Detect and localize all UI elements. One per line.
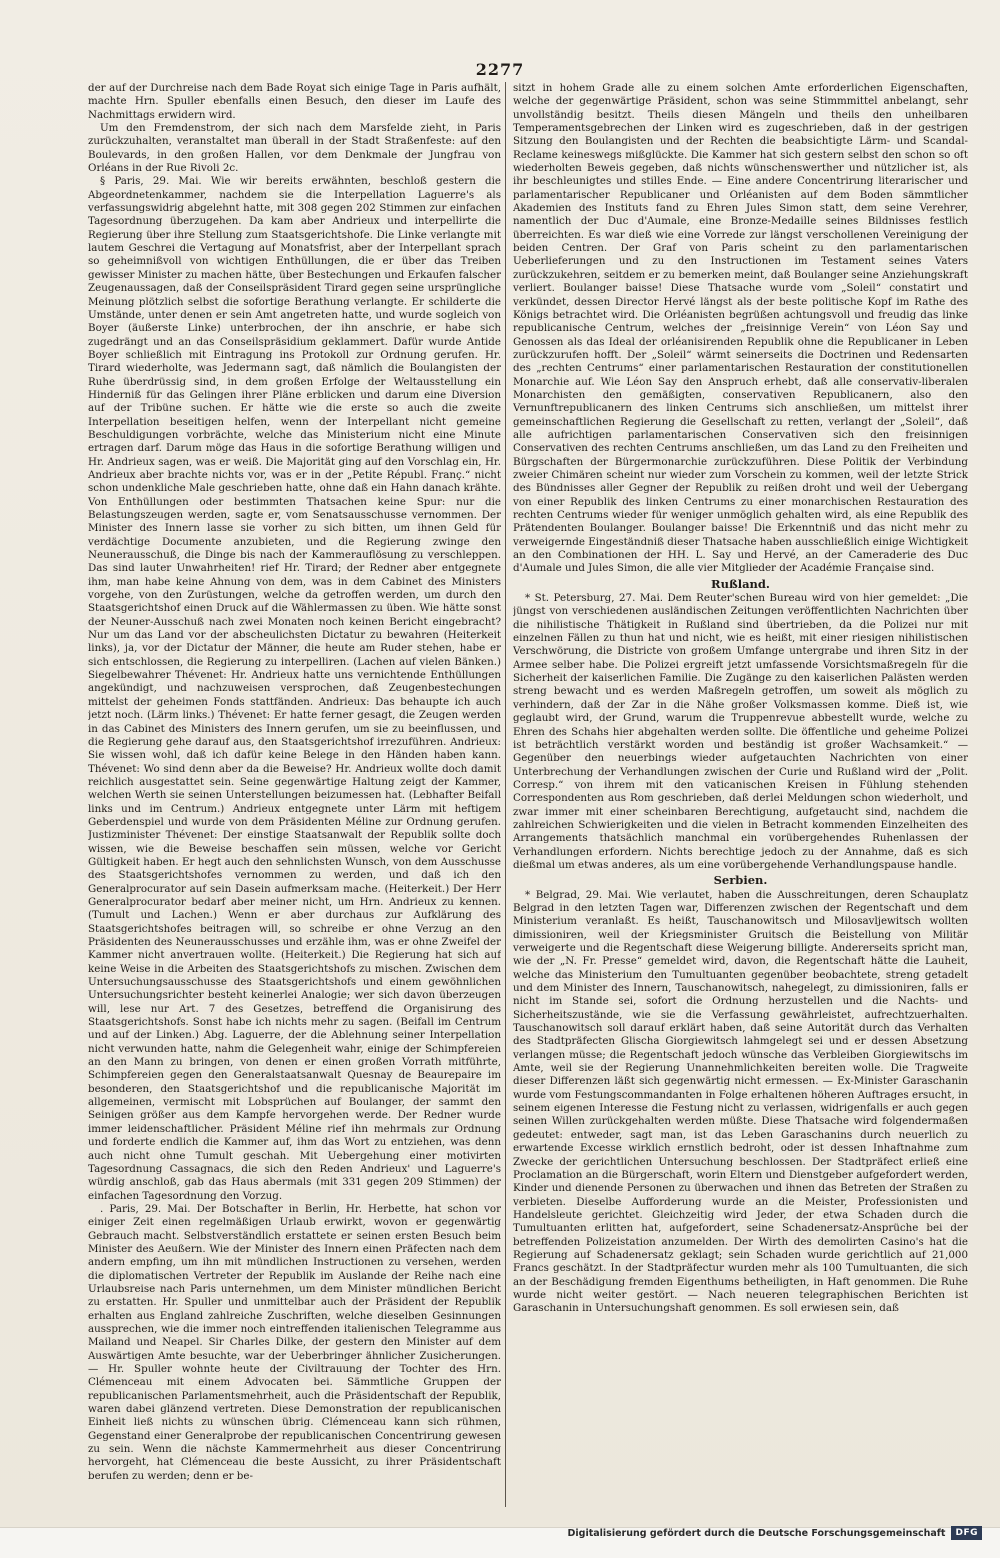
paragraph: * St. Petersburg, 27. Mai. Dem Reuter'schen Bureau wird von hier gemeldet: „Die jüngst von verschiedenen ausländischen Zeitungen veröffentlichten Nachrichten über die nihilistische Thätigkeit in Rußland sind übertrieben, da die Polizei nur mit einzelnen Fällen zu thun hat und nicht, wie es heißt, mit einer riesigen nihilistischen Verschwörung, die Districte von großem Umfange untergrabe und ihren Sitz in der Armee selber habe. Die Polizei ergreift jetzt umfassende Vorsichtsmaßregeln für die Sicherheit der kaiserlichen Familie. Die Zugänge zu den kaiserlichen Palästen werden streng bewacht und es werden Maßregeln getroffen, um soweit als möglich zu verhindern, daß der Zar in die Nähe großer Volksmassen komme. Dieß ist, wie geglaubt wird, der Grund, warum die Truppenrevue abbestellt wurde, welche zu Ehren des Schahs hier abgehalten werden sollte. Die öffentliche und geheime Polizei ist beträchtlich verstärkt worden und beständig ist großer Wachsamkeit.“ — Gegenüber den neuerbings wieder aufgetauchten Nachrichten von einer Unterbrechung der Verhandlungen zwischen der Curie und Rußland wird der „Polit. Corresp.“ von ihrem mit den vaticanischen Kreisen in Fühlung stehenden Correspondenten aus Rom geschrieben, daß derlei Meldungen schon wiederholt, und zwar immer mit einer scheinbaren Berechtigung, aufgetaucht sind, nachdem die zahlreichen Schwierigkeiten und die vielen in Betracht kommenden Einzelheiten des Arrangements thatsächlich manchmal ein vorübergehendes Ruhenlassen der Verhandlungen erfordern. Nichts berechtige jedoch zu der Annahme, daß es sich dießmal um etwas anderes, als um eine vorübergehende Verhandlungspause handle. xyxy=(513,592,968,871)
paragraph: § Paris, 29. Mai. Wie wir bereits erwähnten, beschloß gestern die Abgeordnetenkammer, nachdem sie die Interpellation Laguerre's als verfassungswidrig abgelehnt hatte, mit 308 gegen 202 Stimmen zur einfachen Tagesordnung überzugehen. Da kam aber Andrieux und interpellirte die Regierung über ihre Stellung zum Staatsgerichtshofe. Die Linke verlangte mit lautem Geschrei die Vertagung auf Monatsfrist, aber der Interpellant sprach so geheimnißvoll von wichtigen Enthüllungen, die er über das Treiben gewisser Minister zu machen hätte, über Bestechungen und Erkaufen falscher Zeugenaussagen, daß der Conseilspräsident Tirard gegen seine ursprüngliche Meinung plötzlich selbst die sofortige Berathung verlangte. Er schilderte die Umstände, unter denen er sein Amt angetreten hatte, und wurde sogleich von Boyer (äußerste Linke) unterbrochen, der ihn anschrie, er habe sich zugedrängt und an das Conseilspräsidium geklammert. Dafür wurde Antide Boyer schließlich mit Eintragung ins Protokoll zur Ordnung gerufen. Hr. Tirard wiederholte, was Jedermann sagt, daß nämlich die Boulangisten der Ruhe überdrüssig sind, in dem großen Erfolge der Weltausstellung ein Hinderniß für das Gelingen ihrer Pläne erblicken und darum eine Diversion auf der Tribüne suchen. Er hätte wie die erste so auch die zweite Interpellation beseitigen helfen, wenn der Interpellant nicht gemeine Beschuldigungen vorbrächte, welche das Ministerium nicht eine Minute ertragen darf. Darum möge das Haus in die sofortige Berathung willigen und Hr. Andrieux sagen, was er weiß. Die Majorität ging auf den Vorschlag ein, Hr. Andrieux aber brachte nichts vor, was er in der „Petite Républ. Franç.“ nicht schon undenkliche Male geschrieben hatte, ohne daß ein Hahn danach krähte. Von Enthüllungen oder bestimmten Thatsachen keine Spur: nur die Belastungszeugen werden, sagte er, vom Senatsausschusse vernommen. Der Minister des Innern lasse sie vorher zu sich bitten, um ihnen Geld für verdächtige Documente anzubieten, und die Regierung zwinge den Neunerausschuß, die Dinge bis nach der Kammerauflösung zu verschleppen. Das sind lauter Unwahrheiten! rief Hr. Tirard; der Redner aber entgegnete ihm, man habe keine Ahnung von dem, was in dem Cabinet des Ministers vorgehe, von den Zurüstungen, welche da getroffen werden, um durch den Staatsgerichtshof einen Druck auf die Wählermassen zu üben. Wie hätte sonst der Neuner-Ausschuß nach zwei Monaten noch keinen Bericht eingebracht? Nur um das Land vor der abscheulichsten Dictatur zu bewahren (Heiterkeit links), ja, vor der Dictatur der Männer, die heute am Ruder stehen, habe er sich entschlossen, die Regierung zu interpelliren. (Lachen auf vielen Bänken.) Siegelbewahrer Thévenet: Hr. Andrieux hatte uns vernichtende Enthüllungen angekündigt, und nachzuweisen versprochen, daß Zeugenbestechungen mittelst der geheimen Fonds stattfänden. Andrieux: Das behaupte ich auch jetzt noch. (Lärm links.) Thévenet: Er hatte ferner gesagt, die Zeugen werden in das Cabinet des Ministers des Innern gerufen, um sie zu beeinflussen, und die Regierung gehe darauf aus, den Staatsgerichtshof irrezuführen. Andrieux: Sie wissen wohl, daß ich dafür keine Belege in den Händen haben kann. Thévenet: Wo sind denn aber da die Beweise? Hr. Andrieux wollte doch damit reichlich ausgestattet sein. Seine gegenwärtige Haltung zeigt der Kammer, welchen Werth sie seinen Unterstellungen beizumessen hat. (Lebhafter Beifall links und im Centrum.) Andrieux entgegnete unter Lärm mit heftigem Geberdenspiel und wurde von dem Präsidenten Méline zur Ordnung gerufen. Justizminister Thévenet: Der einstige Staatsanwalt der Republik sollte doch wissen, wie die Beweise beschaffen sein müssen, welche vor Gericht Gültigkeit haben. Er hegt auch den sehnlichsten Wunsch, von dem Ausschusse des Staatsgerichtshofes vernommen zu werden, und daß ich den Generalprocurator auf sein Dasein aufmerksam mache. (Heiterkeit.) Der Herr Generalprocurator bedarf aber meiner nicht, um Hrn. Andrieux zu kennen. (Tumult und Lachen.) Wenn er aber durchaus zur Aufklärung des Staatsgerichtshofes beitragen will, so schreibe er ohne Verzug an den Präsidenten des Neunerausschusses und erzähle ihm, was er ohne Zweifel der Kammer nicht anvertrauen wollte. (Heiterkeit.) Die Regierung hat sich auf keine Weise in die Arbeiten des Staatsgerichtshofs zu mischen. Zwischen dem Untersuchungsausschusse des Staatsgerichtshofs und einem gewöhnlichen Untersuchungsrichter besteht keinerlei Analogie; wer sich davon überzeugen will, lese nur Art. 7 des Gesetzes, betreffend die Organisirung des Staatsgerichtshofs. Sonst habe ich nichts mehr zu sagen. (Beifall im Centrum und auf der Linken.) Abg. Laguerre, der die Ablehnung seiner Interpellation nicht verwunden hatte, nahm die Gelegenheit wahr, einige der Schimpfereien an den Mann zu bringen, von denen er einen großen Vorrath mitführte, Schimpfereien gegen den Generalstaatsanwalt Quesnay de Beaurepaire im besonderen, den Staatsgerichtshof und die republicanische Majorität im allgemeinen, vermischt mit Lobsprüchen auf Boulanger, der sammt den Seinigen größer aus dem Kampfe hervorgehen werde. Der Redner wurde immer leidenschaftlicher. Präsident Méline rief ihn mehrmals zur Ordnung und forderte endlich die Kammer auf, ihm das Wort zu entziehen, was denn auch nicht ohne Tumult geschah. Mit Uebergehung einer motivirten Tagesordnung Cassagnacs, die sich den Reden Andrieux' und Laguerre's würdig anschloß, gab das Haus abermals (mit 331 gegen 209 Stimmen) der einfachen Tagesordnung den Vorzug. xyxy=(88,175,501,1202)
page-number: 2277 xyxy=(475,60,525,79)
paragraph: Um den Fremdenstrom, der sich nach dem Marsfelde zieht, in Paris zurückzuhalten, veranstaltet man überall in der Stadt Straßenfeste: auf den Boulevards, in den großen Hallen, vor dem Denkmale der Jungfrau von Orléans in der Rue Rivoli 2c. xyxy=(88,122,501,175)
left-column xyxy=(88,82,501,1507)
section-heading-serbia: Serbien. xyxy=(713,873,768,888)
footer-text: Digitalisierung gefördert durch die Deutsche Forschungsgemeinschaft xyxy=(567,1527,946,1539)
paragraph: . Paris, 29. Mai. Der Botschafter in Berlin, Hr. Herbette, hat schon vor einiger Zeit einen regelmäßigen Urlaub erwirkt, wovon er gegenwärtig Gebrauch macht. Selbstverständlich erstattete er seinen ersten Besuch beim Minister des Aeußern. Wie der Minister des Innern einen Präfecten nach dem andern empfing, um ihn mit mündlichen Instructionen zu versehen, werden die diplomatischen Vertreter der Republik im Auslande der Reihe nach eine Urlaubsreise nach Paris unternehmen, um dem Minister mündlichen Bericht zu erstatten. Hr. Spuller und unmittelbar auch der Präsident der Republik erhalten aus England zahlreiche Zuschriften, welche dieselben Gesinnungen aussprechen, wie die immer noch eintreffenden italienischen Telegramme aus Mailand und Neapel. Sir Charles Dilke, der gestern den Minister auf dem Auswärtigen Amte besuchte, war der Ueberbringer ähnlicher Zusicherungen. — Hr. Spuller wohnte heute der Civiltrauung der Tochter des Hrn. Clémenceau mit einem Advocaten bei. Sämmtliche Gruppen der republicanischen Parlamentsmehrheit, auch die Präsidentschaft der Republik, waren dabei glänzend vertreten. Diese Demonstration der republicanischen Einheit ließ nichts zu wünschen übrig. Clémenceau kann sich rühmen, Gegenstand einer Generalprobe der republicanischen Concentrirung gewesen zu sein. Wenn die nächste Kammermehrheit aus dieser Concentrirung hervorgeht, hat Clémenceau die beste Aussicht, zu ihrer Präsidentschaft berufen zu werden; denn er be- xyxy=(88,1202,501,1482)
article-columns xyxy=(88,82,968,1507)
right-column xyxy=(513,82,968,1507)
section-heading-russia: Rußland. xyxy=(711,576,770,591)
paragraph: sitzt in hohem Grade alle zu einem solchen Amte erforderlichen Eigenschaften, welche der gegenwärtige Präsident, schon was seine Stimmmittel anbelangt, sehr unvollständig besitzt. Theils diesen Mängeln und theils den unheilbaren Temperamentsgebrechen der Linken wird es zugeschrieben, daß in der gestrigen Sitzung den Boulangisten und der Rechten die beabsichtigte Lärm- und Scandal-Reclame keineswegs mißglückte. Die Kammer hat sich gestern selbst den schon so oft wiederholten Beweis gegeben, daß nichts wünschenswerther und nützlicher ist, als ihr beschleunigtes und stilles Ende. — Eine andere Concentrirung literarischer und parlamentarischer Republicaner und Orléanisten auf dem Boden sämmtlicher Akademien des Instituts fand zu Ehren Jules Simon statt, dem seine Verehrer, namentlich der Duc d'Aumale, eine Bronze-Medaille seines Bildnisses festlich überreichten. Es war dieß wie eine Vorrede zur längst verschollenen Vereinigung der beiden Centren. Der Graf von Paris scheint zu den parlamentarischen Ueberlieferungen und zu den Instructionen im Testament seines Vaters zurückzukehren, seitdem er zu bemerken meint, daß Boulanger seine Anziehungskraft verliert. Boulanger baisse! Diese Thatsache wurde vom „Soleil“ constatirt und verkündet, dessen Director Hervé längst als der beste politische Kopf im Rathe des Königs betrachtet wird. Die Orléanisten begrüßen achtungsvoll und freudig das linke republicanische Centrum, welches der „freisinnige Verein“ von Léon Say und Genossen als das Ideal der orléanisirenden Republik ohne die Republicaner in Leben zurückzurufen hofft. Der „Soleil“ wärmt seinerseits die Doctrinen und Redensarten des „rechten Centrums“ einer parlamentarischen Restauration der constitutionellen Monarchie auf. Wie Léon Say den Anspruch erhebt, daß alle conservativ-liberalen Monarchisten den gemäßigten, conservativen Republicanern, also den Vernunftrepublicanern des linken Centrums sich anschließen, um mittelst ihrer gemeinschaftlichen Regierung die Gesellschaft zu retten, verlangt der „Soleil“, daß alle aufrichtigen parlamentarischen Conservativen sich den freisinnigen Conservativen des rechten Centrums anschließen, um das Land zu den Freiheiten und Bürgschaften der Bürgermonarchie zurückzuführen. Diese Politik der Verbindung zweier Chimären scheint nur wieder zum Vorschein zu kommen, weil der letzte Strick des Bündnisses aller Gegner der Republik zu reißen droht und weil der Uebergang von einer Republik des linken Centrums zu einer monarchischen Restauration des rechten Centrums wieder für weniger unmöglich gehalten wird, als eine Republik des Prätendenten Boulanger. Boulanger baisse! Die Erkenntniß und das nicht mehr zu verweigernde Eingeständniß dieser Thatsache haben ausschließlich einige Wichtigkeit an den Combinationen der HH. L. Say und Hervé, an der Cameraderie des Duc d'Aumale und Jules Simon, die alle vier Mitglieder der Académie Française sind. xyxy=(513,82,968,575)
digitization-footer xyxy=(568,1524,983,1542)
paragraph: der auf der Durchreise nach dem Bade Royat sich einige Tage in Paris aufhält, machte Hrn. Spuller ebenfalls einen Besuch, den dieser im Laufe des Nachmittags erwidern wird. xyxy=(88,82,501,121)
dfg-logo: DFG xyxy=(951,1526,982,1540)
paragraph: * Belgrad, 29. Mai. Wie verlautet, haben die Ausschreitungen, deren Schauplatz Belgrad in den letzten Tagen war, Differenzen zwischen der Regentschaft und dem Ministerium veranlaßt. Es heißt, Tauschanowitsch und Milosavljewitsch wollten dimissioniren, weil der Kriegsminister Gruitsch die Beistellung von Militär verweigerte und die Regentschaft diese Weigerung billigte. Andererseits spricht man, wie der „N. Fr. Presse“ gemeldet wird, davon, die Regentschaft hätte die Lauheit, welche das Ministerium den Tumultuanten gegenüber beobachtete, streng getadelt und dem Minister des Innern, Tauschanowitsch, nahegelegt, zu dimissioniren, falls er nicht im Stande sei, sofort die Ordnung herzustellen und die Nachts- und Sicherheitszustände, wie sie die Verfassung gewährleistet, aufrechtzuerhalten. Tauschanowitsch soll darauf erklärt haben, daß seine Autorität durch das Verhalten des Stadtpräfecten Glischa Giorgiewitsch lahmgelegt sei und er dessen Absetzung verlangen müsse; die Regentschaft jedoch wünsche das Verbleiben Giorgiewitschs im Amte, weil sie der Regierung Unannehmlichkeiten bereiten wolle. Die Tragweite dieser Differenzen läßt sich gegenwärtig nicht ermessen. — Ex-Minister Garaschanin wurde vom Festungscommandanten in Folge erhaltenen höheren Auftrages ersucht, in seinem eigenen Interesse die Festung nicht zu verlassen, widrigenfalls er auch gegen seinen Willen zurückgehalten werden müßte. Diese Thatsache wird folgendermaßen gedeutet: entweder, sagt man, ist das Leben Garaschanins durch neuerlich zu erwartende Excesse wirklich ernstlich bedroht, oder ist dessen Inhaftnahme zum Zwecke der gerichtlichen Untersuchung beschlossen. Der Stadtpräfect erließ eine Proclamation an die Bürgerschaft, worin Eltern und Dienstgeber aufgefordert werden, Kinder und dienende Personen zu überwachen und ihnen das Betreten der Straßen zu verbieten. Dieselbe Aufforderung wurde an die Meister, Professionisten und Handelsleute gerichtet. Gleichzeitig wird Jeder, der etwa Schaden durch die Tumultuanten erlitten hat, aufgefordert, seine Schadenersatz-Ansprüche bei der betreffenden Polizeistation anzumelden. Der Wirth des demolirten Casino's hat die Regierung auf Schadenersatz geklagt; sein Schaden wurde gerichtlich auf 21,000 Francs geschätzt. In der Stadtpräfectur wurden mehr als 100 Tumultuanten, die sich an der Beschädigung fremden Eigenthums betheiligten, in Haft genommen. Die Ruhe wurde nicht weiter gestört. — Nach neueren telegraphischen Berichten ist Garaschanin in Untersuchungshaft genommen. Es soll erwiesen sein, daß xyxy=(513,888,968,1315)
column-divider xyxy=(505,82,506,1507)
